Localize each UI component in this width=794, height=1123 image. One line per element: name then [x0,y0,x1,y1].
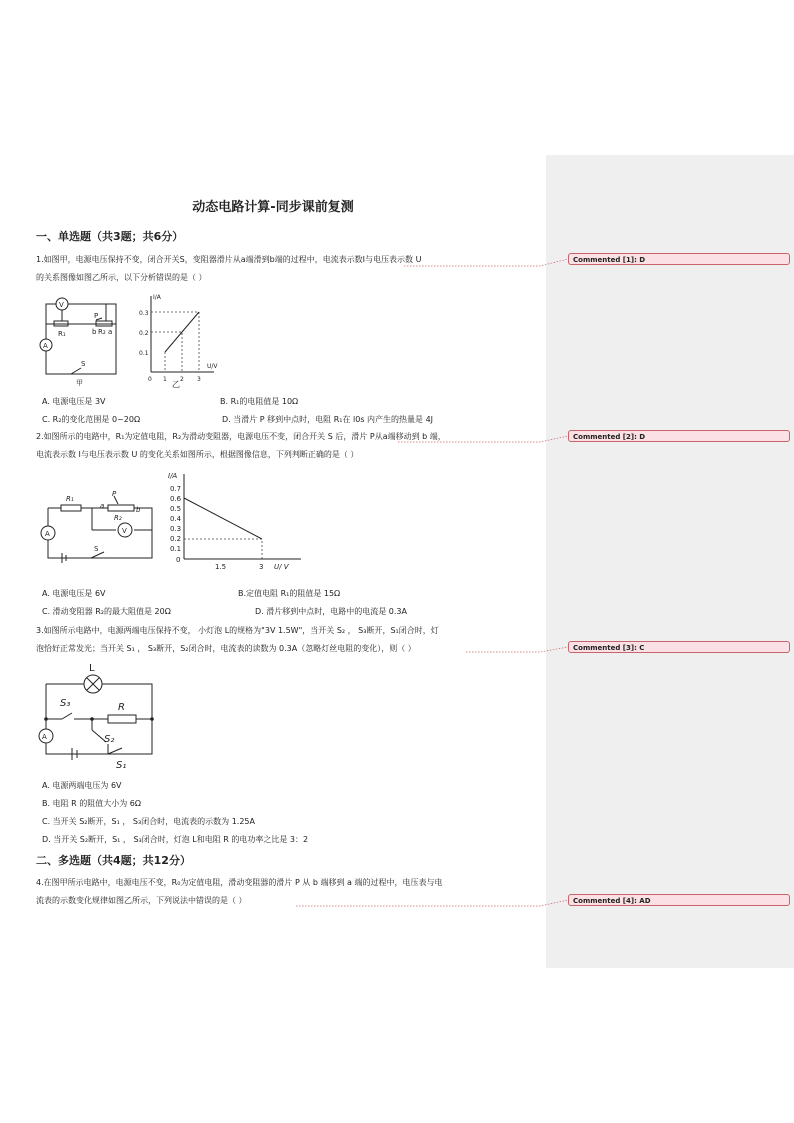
q1-fig-a-ammeter-label: A [43,342,48,350]
q2-fig-voltmeter-label: V [122,527,127,535]
comment-2[interactable]: Commented [2]: D [568,430,790,442]
comment-4[interactable]: Commented [4]: AD [568,894,790,906]
q1-fig-a-b-label: b [92,328,97,336]
q3-fig-s3-label: S₃ [60,698,71,709]
q3-fig-s2-label: S₂ [104,734,115,745]
q1-graph-xtick-0: 0 [148,376,152,383]
q2-graph-ytick-0.5: 0.5 [170,505,182,513]
question-1 [36,251,540,287]
question-2-iu-graph [168,472,301,571]
q1-option-d[interactable]: D. 当滑片 P 移到中点时，电阻 R₁在 l0s 内产生的热量是 4J [222,415,434,424]
question-4-line-2: 流表的示数变化规律如图乙所示，下列说法中错误的是（ ） [36,896,247,905]
q1-fig-a-a-label: a [108,328,113,336]
q2-fig-b-label: b [136,506,141,514]
q2-graph-x-axis-label: U/ V [274,563,289,571]
q1-graph-ytick-0.1: 0.1 [139,350,149,357]
section-heading-single-choice: 一、单选题（共3题；共6分） [36,230,184,243]
q1-option-c[interactable]: C. R₂的变化范围是 0~20Ω [42,415,141,424]
q3-fig-ammeter-label: A [42,733,47,741]
q1-graph-xtick-3: 3 [197,376,201,383]
question-1-line-1: 1.如图甲，电源电压保持不变，闭合开关S，变阻器滑片从a端滑到b端的过程中，电流表示数I与电压表示数 U [36,255,422,264]
q2-fig-p-label: P [112,490,117,498]
comment-margin-pane [546,155,794,968]
q3-option-c[interactable]: C. 当开关 S₂断开，S₁ ， S₃闭合时，电流表的示数为 1.25A [42,817,255,826]
question-2-figures [36,468,306,573]
q1-graph-y-axis-label: I/A [153,294,161,301]
q3-option-d[interactable]: D. 当开关 S₂断开，S₁ ， S₃闭合时，灯泡 L和电阻 R 的电功率之比是 3：2 [42,835,309,844]
q3-option-b[interactable]: B. 电阻 R 的阻值大小为 6Ω [42,799,141,808]
q1-graph-xtick-1: 1 [163,376,167,383]
q2-option-c[interactable]: C. 滑动变阻器 R₂的最大阻值是 20Ω [42,607,171,616]
comment-1[interactable]: Commented [1]: D [568,253,790,265]
q2-graph-ytick-0.6: 0.6 [170,495,182,503]
question-3-line-2: 泡恰好正常发光；当开关 S₁ ， S₃断开，S₂闭合时，电流表的读数为 0.3A（忽略灯丝电阻的变化），则（ ） [36,644,416,653]
q2-option-a[interactable]: A. 电源电压是 6V [42,589,106,598]
q2-graph-ytick-0.2: 0.2 [170,535,182,543]
question-4 [36,874,540,910]
q2-graph-ytick-0.1: 0.1 [170,545,182,553]
question-3-circuit-diagram [36,658,166,770]
q2-fig-ammeter-label: A [45,530,50,538]
q1-fig-a-r1-label: R₁ [58,330,66,338]
question-1-circuit-diagram [40,298,116,374]
q3-option-a[interactable]: A. 电源两端电压为 6V [42,781,122,790]
question-3 [36,622,540,658]
q3-fig-s1-label: S₁ [116,760,127,770]
question-4-line-1: 4.在图甲所示电路中，电源电压不变，R₀为定值电阻，滑动变阻器的滑片 P 从 b 端移到 a 端的过程中，电压表与电 [36,878,443,887]
question-2 [36,428,540,464]
q1-option-a[interactable]: A. 电源电压是 3V [42,397,106,406]
q3-fig-r-label: R [118,702,125,713]
document-title: 动态电路计算-同步课前复测 [192,200,354,215]
q2-graph-ytick-0.3: 0.3 [170,525,182,533]
q1-fig-a-p-label: P [94,312,99,320]
q2-fig-r2-label: R₂ [114,514,122,522]
q2-fig-r1-label: R₁ [66,495,74,503]
q2-graph-xtick-3: 3 [259,563,264,571]
q2-fig-s-label: S [94,545,99,553]
comment-3[interactable]: Commented [3]: C [568,641,790,653]
q2-graph-ytick-0: 0 [176,556,181,564]
q2-graph-ytick-0.4: 0.4 [170,515,182,523]
q3-fig-lamp-label: L [89,663,95,674]
question-2-line-2: 电流表示数 I与电压表示数 U 的变化关系如图所示，根据图像信息，下列判断正确的是（ ） [36,450,359,459]
q2-option-b[interactable]: B.定值电阻 R₁的阻值是 15Ω [238,589,341,598]
q1-fig-a-r2-label: R₂ [98,328,106,336]
section-heading-multiple-choice: 二、多选题（共4题；共12分） [36,854,191,867]
question-1-line-2: 的关系图像如图乙所示，以下分析错误的是（ ） [36,273,207,282]
q2-fig-a-label: a [100,502,105,510]
q1-option-b[interactable]: B. R₁的电阻值是 10Ω [220,397,299,406]
q2-graph-ytick-0.7: 0.7 [170,485,182,493]
question-1-iu-graph [139,294,218,389]
question-2-line-1: 2.如图所示的电路中，R₁为定值电阻，R₂为滑动变阻器，电源电压不变，闭合开关 S 后，滑片 P从a端移动到 b 端， [36,432,446,441]
q1-graph-xtick-2: 2 [180,376,184,383]
q1-graph-caption: 乙 [172,380,180,389]
question-1-figures [36,290,226,390]
q2-graph-y-axis-label: I/A [168,472,178,480]
q1-fig-a-voltmeter-label: V [59,301,64,309]
q1-graph-ytick-0.3: 0.3 [139,310,149,317]
q1-graph-x-axis-label: U/V [207,363,218,370]
q1-fig-a-s-label: S [81,360,86,368]
q2-graph-xtick-1.5: 1.5 [215,563,227,571]
question-3-line-1: 3.如图所示电路中，电源两端电压保持不变， 小灯泡 L的规格为"3V 1.5W"，当开关 S₂ ， S₃断开，S₁闭合时，灯 [36,626,439,635]
q1-fig-a-caption: 甲 [76,379,83,387]
q1-graph-ytick-0.2: 0.2 [139,330,149,337]
q2-option-d[interactable]: D. 滑片移到中点时，电路中的电流是 0.3A [255,607,407,616]
